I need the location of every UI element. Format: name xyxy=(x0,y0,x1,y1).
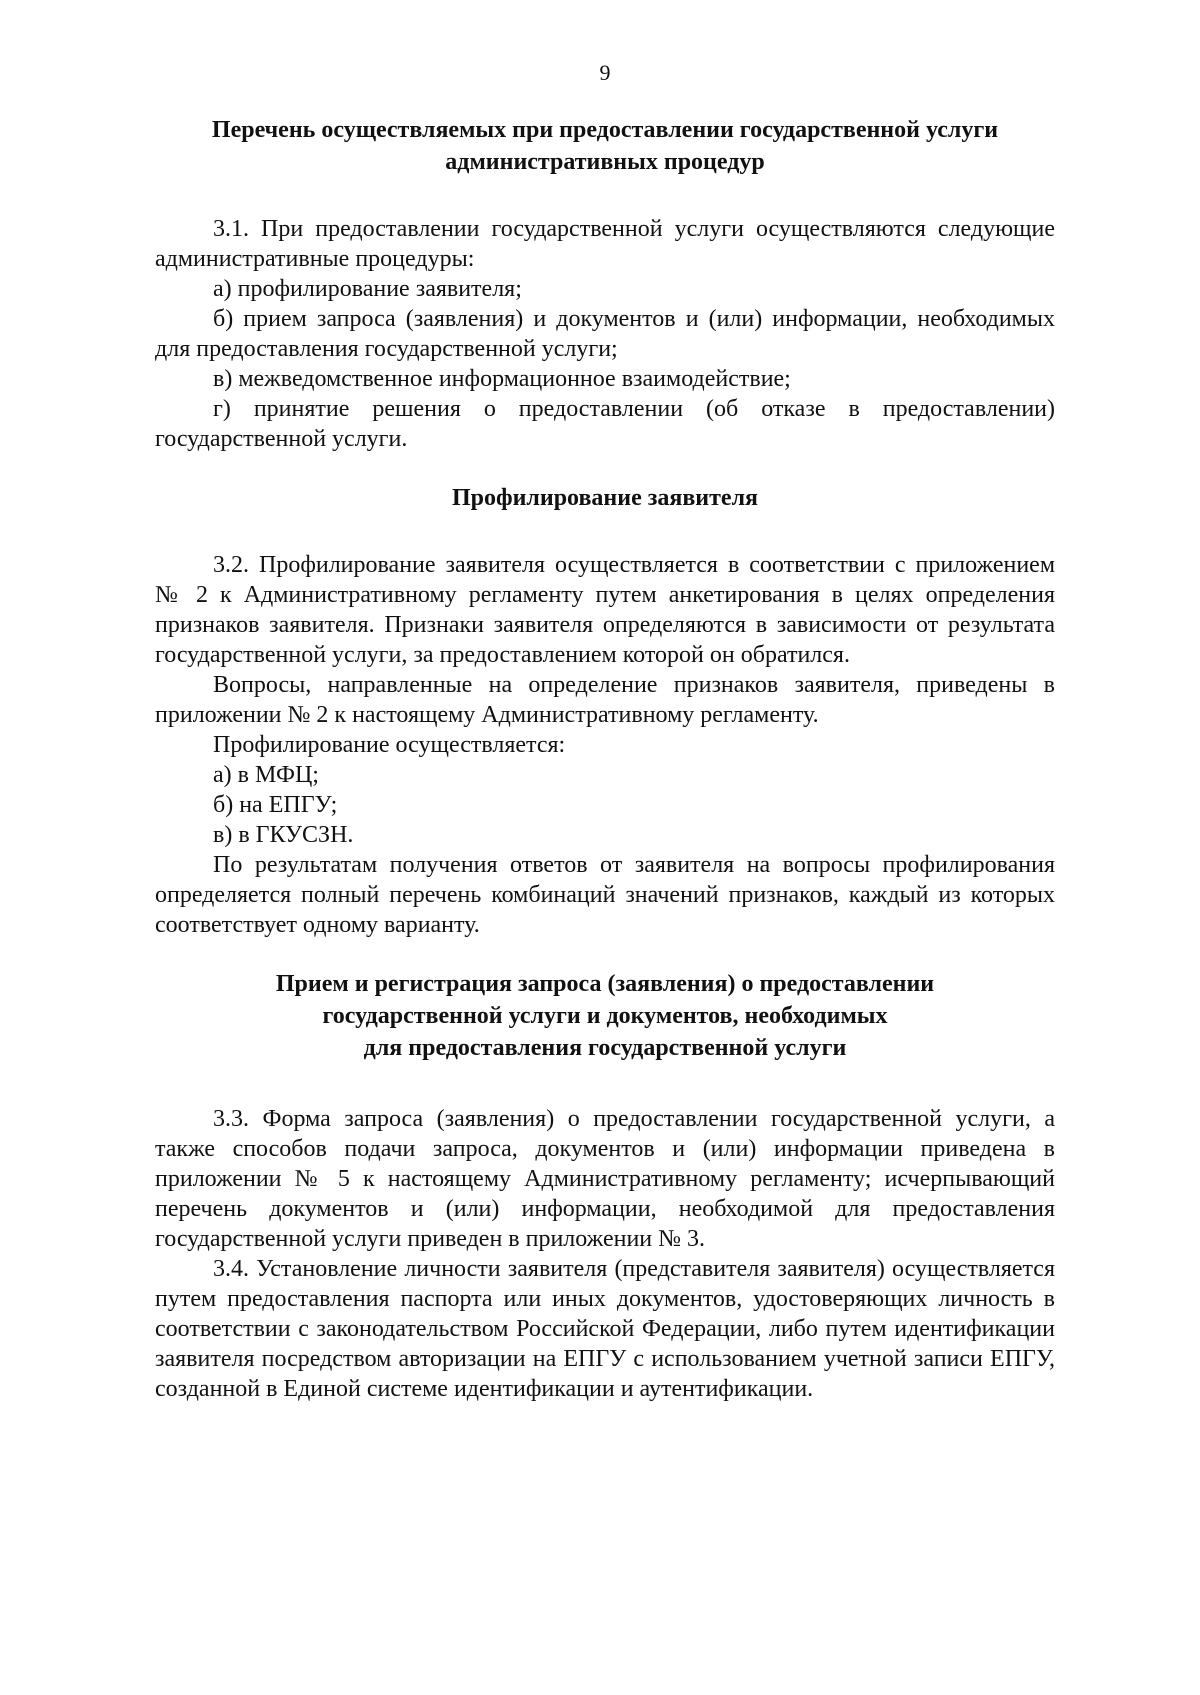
paragraph: Вопросы, направленные на определение признаков заявителя, приведены в приложении № 2 к настоящему Административному регламенту. xyxy=(155,672,1055,728)
heading-line: Профилирование заявителя xyxy=(451,485,759,511)
heading-line: для предоставления государственной услуги xyxy=(363,1035,847,1061)
section-heading-request-registration xyxy=(155,968,1055,1064)
section-heading-profiling xyxy=(155,482,1055,514)
list-item: в) межведомственное информационное взаимодействие; xyxy=(213,366,791,392)
list-item: г) принятие решения о предоставлении (об отказе в предоставлении) государственной услуги. xyxy=(155,396,1055,452)
section-heading-procedures xyxy=(155,114,1055,178)
list-item: а) профилирование заявителя; xyxy=(213,276,522,302)
paragraph-3-1: 3.1. При предоставлении государственной услуги осуществляются следующие административные процедуры: xyxy=(155,216,1055,272)
section-body-request-registration xyxy=(155,1104,1055,1404)
list-item: б) прием запроса (заявления) и документов и (или) информации, необходимых для предоставления государственной услуги; xyxy=(155,306,1055,362)
heading-line: Прием и регистрация запроса (заявления) о предоставлении xyxy=(275,971,935,997)
heading-line: государственной услуги и документов, необходимых xyxy=(322,1003,888,1029)
heading-line: Перечень осуществляемых при предоставлении государственной услуги xyxy=(211,117,999,143)
paragraph-3-3: 3.3. Форма запроса (заявления) о предоставлении государственной услуги, а также способов подачи запроса, документов и (или) информации приведена в приложении № 5 к настоящему Административному регламенту; исчерпывающий перечень документов и (или) информации, необходимой для предоставления государственной услуги приведен в приложении № 3. xyxy=(155,1106,1055,1252)
section-body-profiling xyxy=(155,550,1055,940)
list-item: б) на ЕПГУ; xyxy=(213,792,338,818)
list-item: в) в ГКУСЗН. xyxy=(213,822,354,848)
paragraph-3-2: 3.2. Профилирование заявителя осуществляется в соответствии с приложением № 2 к Административному регламенту путем анкетирования в целях определения признаков заявителя. Признаки заявителя определяются в зависимости от результата государственной услуги, за предоставлением которой он обратился. xyxy=(155,552,1055,668)
section-body-procedures xyxy=(155,214,1055,454)
list-item: а) в МФЦ; xyxy=(213,762,319,788)
heading-line: административных процедур xyxy=(445,149,765,175)
paragraph: По результатам получения ответов от заявителя на вопросы профилирования определяется полный перечень комбинаций значений признаков, каждый из которых соответствует одному варианту. xyxy=(155,852,1055,938)
paragraph-3-4: 3.4. Установление личности заявителя (представителя заявителя) осуществляется путем предоставления паспорта или иных документов, удостоверяющих личность в соответствии с законодательством Российской Федерации, либо путем идентификации заявителя посредством авторизации на ЕПГУ с использованием учетной записи ЕПГУ, созданной в Единой системе идентификации и аутентификации. xyxy=(155,1256,1055,1402)
page-number: 9 xyxy=(599,60,611,85)
paragraph: Профилирование осуществляется: xyxy=(213,732,566,758)
document-page xyxy=(155,60,1055,1404)
